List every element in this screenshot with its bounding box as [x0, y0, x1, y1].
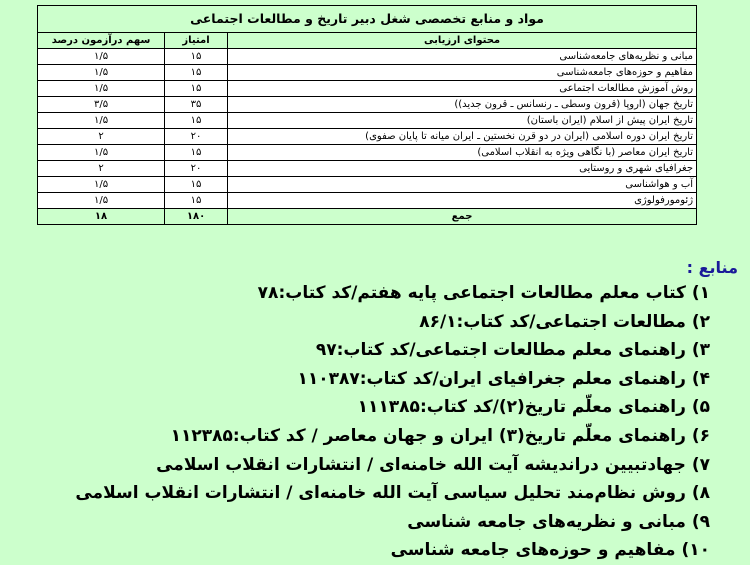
table-title: مواد و منابع تخصصی شغل دبیر تاریخ و مطالعات اجتماعی — [38, 6, 697, 33]
table-row — [38, 161, 697, 177]
source-item: ۷) جهادتبیین دراندیشه آیت الله خامنه‌ای / انتشارات انقلاب اسلامی — [156, 454, 710, 475]
source-item: ۲) مطالعات اجتماعی/کد کتاب:۸۶/۱ — [419, 311, 710, 332]
row-topic: تاریخ جهان (اروپا (قرون وسطی ـ رنسانس ـ قرون جدید)) — [228, 97, 697, 113]
row-share: ۱/۵ — [38, 49, 165, 65]
source-item: ۸) روش نظام‌مند تحلیل سیاسی آیت الله خامنه‌ای / انتشارات انقلاب اسلامی — [75, 483, 710, 504]
source-item: ۹) مبانی و نظریه‌های جامعه شناسی — [407, 511, 710, 532]
row-topic: تاریخ ایران دوره اسلامی (ایران در دو قرن نخستین ـ ایران میانه تا پایان صفوی) — [228, 129, 697, 145]
table-row — [38, 193, 697, 209]
header-score: امتیاز — [165, 33, 228, 49]
source-item: ۱) کتاب معلم مطالعات اجتماعی پایه هفتم/کد کتاب:۷۸ — [257, 283, 710, 303]
table-row — [38, 49, 697, 65]
total-label: جمع — [228, 209, 697, 225]
source-item: ۶) راهنمای معلّم تاریخ(۳) ایران و جهان معاصر / کد کتاب:۱۱۲۳۸۵ — [170, 425, 710, 446]
table-row — [38, 145, 697, 161]
row-share: ۱/۵ — [38, 113, 165, 129]
row-topic: تاریخ ایران پیش از اسلام (ایران باستان) — [228, 113, 697, 129]
table-row — [38, 177, 697, 193]
header-topic: محتوای ارزیابی — [228, 33, 697, 49]
row-topic: مبانی و نظریه‌های جامعه‌شناسی — [228, 49, 697, 65]
row-share: ۳/۵ — [38, 97, 165, 113]
row-topic: روش آموزش مطالعات اجتماعی — [228, 81, 697, 97]
sources-title: منابع : — [686, 258, 738, 277]
row-score: ۱۵ — [165, 113, 228, 129]
exam-materials-table — [37, 5, 697, 225]
row-share: ۱/۵ — [38, 177, 165, 193]
row-share: ۲ — [38, 129, 165, 145]
row-topic: جغرافیای شهری و روستایی — [228, 161, 697, 177]
row-score: ۲۰ — [165, 129, 228, 145]
table-row — [38, 113, 697, 129]
row-share: ۱/۵ — [38, 81, 165, 97]
row-score: ۱۵ — [165, 81, 228, 97]
table-total-row — [38, 209, 697, 225]
row-score: ۱۵ — [165, 65, 228, 81]
sources-list — [50, 279, 710, 565]
source-item: ۳) راهنمای معلم مطالعات اجتماعی/کد کتاب:۹۷ — [315, 340, 710, 361]
table-row — [38, 81, 697, 97]
source-item: ۱۰) مفاهیم و حوزه‌های جامعه شناسی — [390, 540, 710, 561]
row-topic: ژئومورفولوژی — [228, 193, 697, 209]
row-score: ۳۵ — [165, 97, 228, 113]
row-score: ۱۵ — [165, 49, 228, 65]
row-score: ۱۵ — [165, 177, 228, 193]
row-topic: تاریخ ایران معاصر (با نگاهی ویژه به انقلاب اسلامی) — [228, 145, 697, 161]
table-row — [38, 65, 697, 81]
source-item: ۴) راهنمای معلم جغرافیای ایران/کد کتاب:۱۱۰۳۸۷ — [297, 368, 710, 389]
source-item: ۵) راهنمای معلّم تاریخ(۲)/کد کتاب:۱۱۱۳۸۵ — [357, 397, 710, 418]
total-share: ۱۸ — [38, 209, 165, 225]
row-score: ۱۵ — [165, 145, 228, 161]
row-share: ۱/۵ — [38, 65, 165, 81]
table-row — [38, 97, 697, 113]
header-share: سهم درآزمون درصد — [38, 33, 165, 49]
total-score: ۱۸۰ — [165, 209, 228, 225]
row-share: ۱/۵ — [38, 145, 165, 161]
row-score: ۲۰ — [165, 161, 228, 177]
row-share: ۲ — [38, 161, 165, 177]
row-topic: آب و هواشناسی — [228, 177, 697, 193]
row-share: ۱/۵ — [38, 193, 165, 209]
row-score: ۱۵ — [165, 193, 228, 209]
row-topic: مفاهیم و حوزه‌های جامعه‌شناسی — [228, 65, 697, 81]
table-row — [38, 129, 697, 145]
table-header-row — [38, 33, 697, 49]
